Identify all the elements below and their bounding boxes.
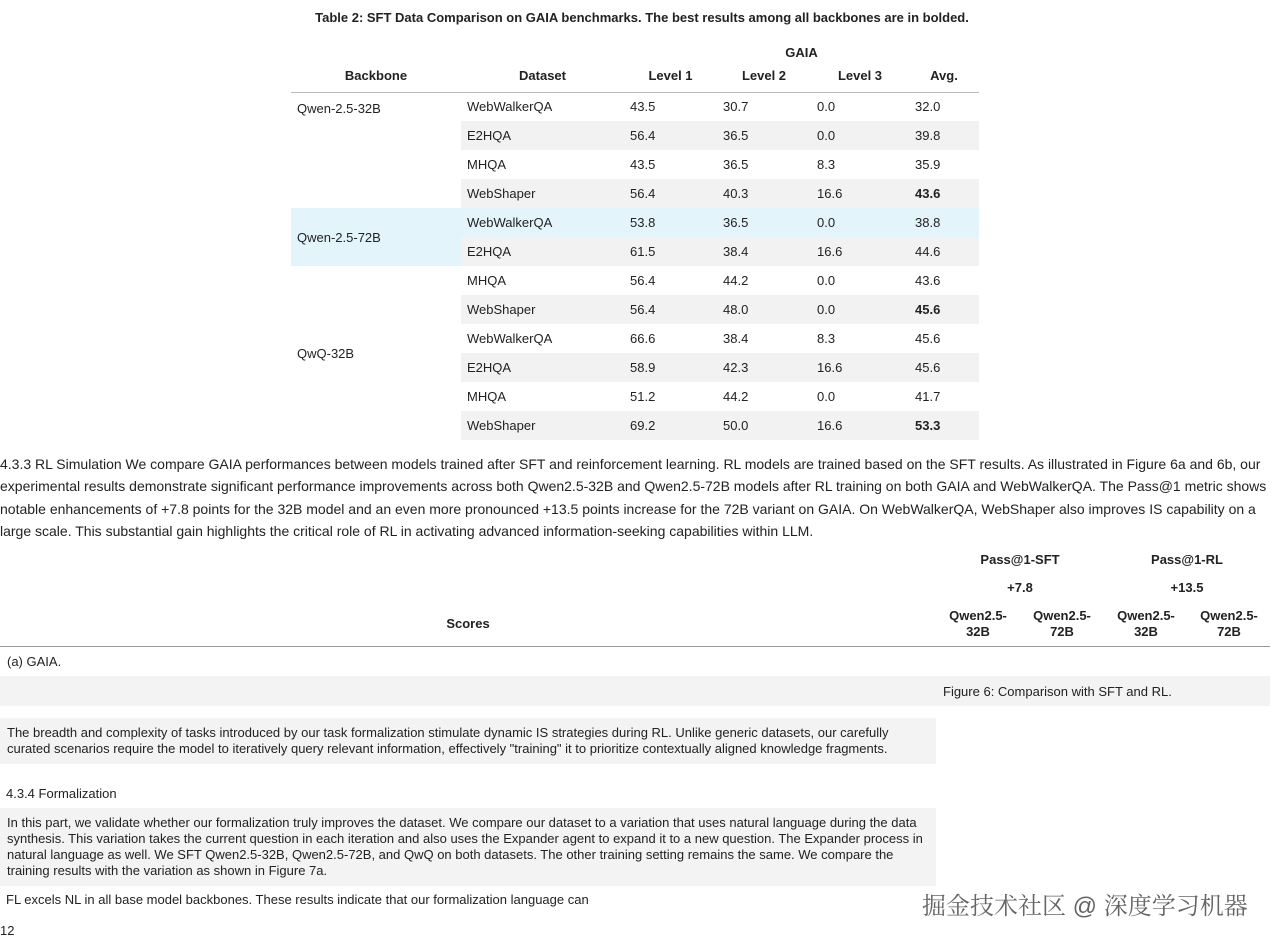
formalization-paragraph: In this part, we validate whether our formalization truly improves the dataset. We compare our dataset to a variation that uses natural language during the data synthesis. This variation takes the current question in each iteration and also uses the Expander agent to expand it to a new question. The Expander process in natural language as well. We SFT Qwen2.5-32B, Qwen2.5-72B, and QwQ on both datasets. The other training setting remains the same. We compare the training results with the variation as shown in Figure 7a.: [0, 808, 936, 886]
figure-caption: Figure 6: Comparison with SFT and RL.: [936, 676, 1270, 706]
table-row: [291, 92, 979, 121]
sft-comparison-table: [291, 34, 979, 440]
level1-cell: 56.4: [624, 121, 717, 150]
dataset-cell: MHQA: [467, 389, 506, 404]
section-4-3-3-paragraph: 4.3.3 RL Simulation We compare GAIA performances between models trained after SFT and reinforcement learning. RL models are trained based on the SFT results. As illustrated in Figure 6a and 6b, our experimental results demonstrate significant performance improvements across both Qwen2.5-32B and Qwen2.5-72B models after RL training on both GAIA and WebWalkerQA. The Pass@1 metric shows notable enhancements of +7.8 points for the 32B model and an even more pronounced +13.5 points increase for the 72B variant on GAIA. On WebWalkerQA, WebShaper also improves IS capability on a large scale. This substantial gain highlights the critical role of RL in activating advanced information-seeking capabilities within LLM.: [0, 456, 1267, 540]
level2-cell: 40.3: [717, 179, 811, 208]
avg-cell: 41.7: [915, 389, 941, 404]
avg-cell: 43.6: [915, 273, 941, 288]
backbone-cell: QwQ-32B: [297, 345, 355, 361]
avg-cell: 53.3: [909, 411, 979, 440]
level1-cell: 66.6: [630, 331, 656, 346]
avg-cell: 45.6: [909, 295, 979, 324]
dataset-cell: E2HQA: [461, 121, 624, 150]
dataset-cell: WebWalkerQA: [467, 331, 553, 346]
level2-cell: 30.7: [723, 99, 749, 115]
level3-cell: 0.0: [817, 389, 836, 404]
level3-cell: 0.0: [811, 295, 909, 324]
dataset-cell: MHQA: [467, 157, 506, 172]
level3-cell: 8.3: [817, 331, 836, 346]
watermark: 掘金技术社区 @ 深度学习机器: [922, 893, 1248, 920]
level3-cell: 0.0: [817, 99, 836, 115]
col-header-level2: Level 2: [717, 60, 811, 92]
avg-cell: 38.8: [909, 208, 979, 237]
level1-cell: 51.2: [630, 389, 656, 404]
level1-cell: 61.5: [624, 237, 717, 266]
col-header-level3: Level 3: [811, 60, 909, 92]
level1-cell: 58.9: [624, 353, 717, 382]
level2-cell: 36.5: [723, 157, 749, 172]
backbone-cell: Qwen-2.5-72B: [291, 208, 461, 266]
level3-cell: 8.3: [817, 157, 836, 172]
model-header: Qwen2.5-32B: [936, 602, 1020, 646]
level1-cell: 56.4: [630, 273, 656, 288]
dataset-cell: E2HQA: [461, 237, 624, 266]
dataset-cell: MHQA: [467, 273, 506, 288]
col-header-dataset: Dataset: [461, 60, 624, 92]
avg-cell: 39.8: [909, 121, 979, 150]
section-4-3-4-heading: 4.3.4 Formalization: [6, 786, 117, 801]
table-caption: Table 2: SFT Data Comparison on GAIA benchmarks. The best results among all backbones are in bolded.: [315, 10, 969, 25]
col-header-avg: Avg.: [909, 60, 979, 92]
level2-cell: 36.5: [717, 208, 811, 237]
avg-cell: 35.9: [915, 157, 941, 172]
level3-cell: 16.6: [811, 179, 909, 208]
pass-rl-header: Pass@1-RL: [1151, 551, 1223, 567]
level2-cell: 38.4: [723, 331, 749, 346]
level1-cell: 69.2: [624, 411, 717, 440]
level2-cell: 42.3: [717, 353, 811, 382]
level1-cell: 43.5: [630, 157, 656, 172]
level3-cell: 16.6: [811, 411, 909, 440]
dataset-cell: WebWalkerQA: [467, 99, 553, 115]
level2-cell: 44.2: [723, 273, 749, 288]
level1-cell: 56.4: [624, 179, 717, 208]
backbone-cell: Qwen-2.5-32B: [297, 100, 381, 116]
level1-cell: 53.8: [624, 208, 717, 237]
subfigure-label: (a) GAIA.: [7, 653, 62, 669]
col-header-backbone: Backbone: [291, 60, 461, 92]
level2-cell: 44.2: [723, 389, 749, 404]
model-header: Qwen2.5-72B: [1188, 602, 1270, 646]
level2-cell: 48.0: [717, 295, 811, 324]
level3-cell: 16.6: [811, 237, 909, 266]
level3-cell: 16.6: [811, 353, 909, 382]
dataset-cell: WebShaper: [461, 295, 624, 324]
avg-cell: 45.6: [915, 331, 941, 346]
dataset-cell: WebShaper: [461, 411, 624, 440]
level3-cell: 0.0: [817, 273, 836, 288]
avg-cell: 44.6: [909, 237, 979, 266]
table-row: [291, 266, 979, 295]
rl-breadth-paragraph: The breadth and complexity of tasks introduced by our task formalization stimulate dynamic IS strategies during RL. Unlike generic datasets, our carefully curated scenarios require the model to iteratively query relevant information, effectively "training" it to prioritize contextually aligned knowledge fragments.: [0, 718, 936, 764]
fl-paragraph: FL excels NL in all base model backbones. These results indicate that our formalization language can: [6, 892, 589, 907]
sft-gain: +7.8: [1007, 580, 1033, 595]
level1-cell: 56.4: [624, 295, 717, 324]
level3-cell: 0.0: [811, 208, 909, 237]
avg-cell: 43.6: [909, 179, 979, 208]
col-header-level1: Level 1: [624, 60, 717, 92]
gaia-group-header: GAIA: [785, 45, 818, 60]
page-number: 12: [0, 923, 15, 938]
level2-cell: 38.4: [717, 237, 811, 266]
figure6-table: [0, 545, 1270, 706]
dataset-cell: WebShaper: [461, 179, 624, 208]
level1-cell: 43.5: [630, 99, 656, 115]
avg-cell: 32.0: [915, 99, 941, 115]
model-header: Qwen2.5-32B: [1104, 602, 1188, 646]
scores-header: Scores: [0, 602, 936, 646]
table-row: [291, 208, 979, 237]
avg-cell: 45.6: [909, 353, 979, 382]
rl-gain: +13.5: [1170, 580, 1204, 595]
model-header: Qwen2.5-72B: [1020, 602, 1104, 646]
dataset-cell: E2HQA: [461, 353, 624, 382]
level2-cell: 36.5: [717, 121, 811, 150]
level2-cell: 50.0: [717, 411, 811, 440]
pass-sft-header: Pass@1-SFT: [980, 551, 1060, 567]
dataset-cell: WebWalkerQA: [461, 208, 624, 237]
level3-cell: 0.0: [811, 121, 909, 150]
